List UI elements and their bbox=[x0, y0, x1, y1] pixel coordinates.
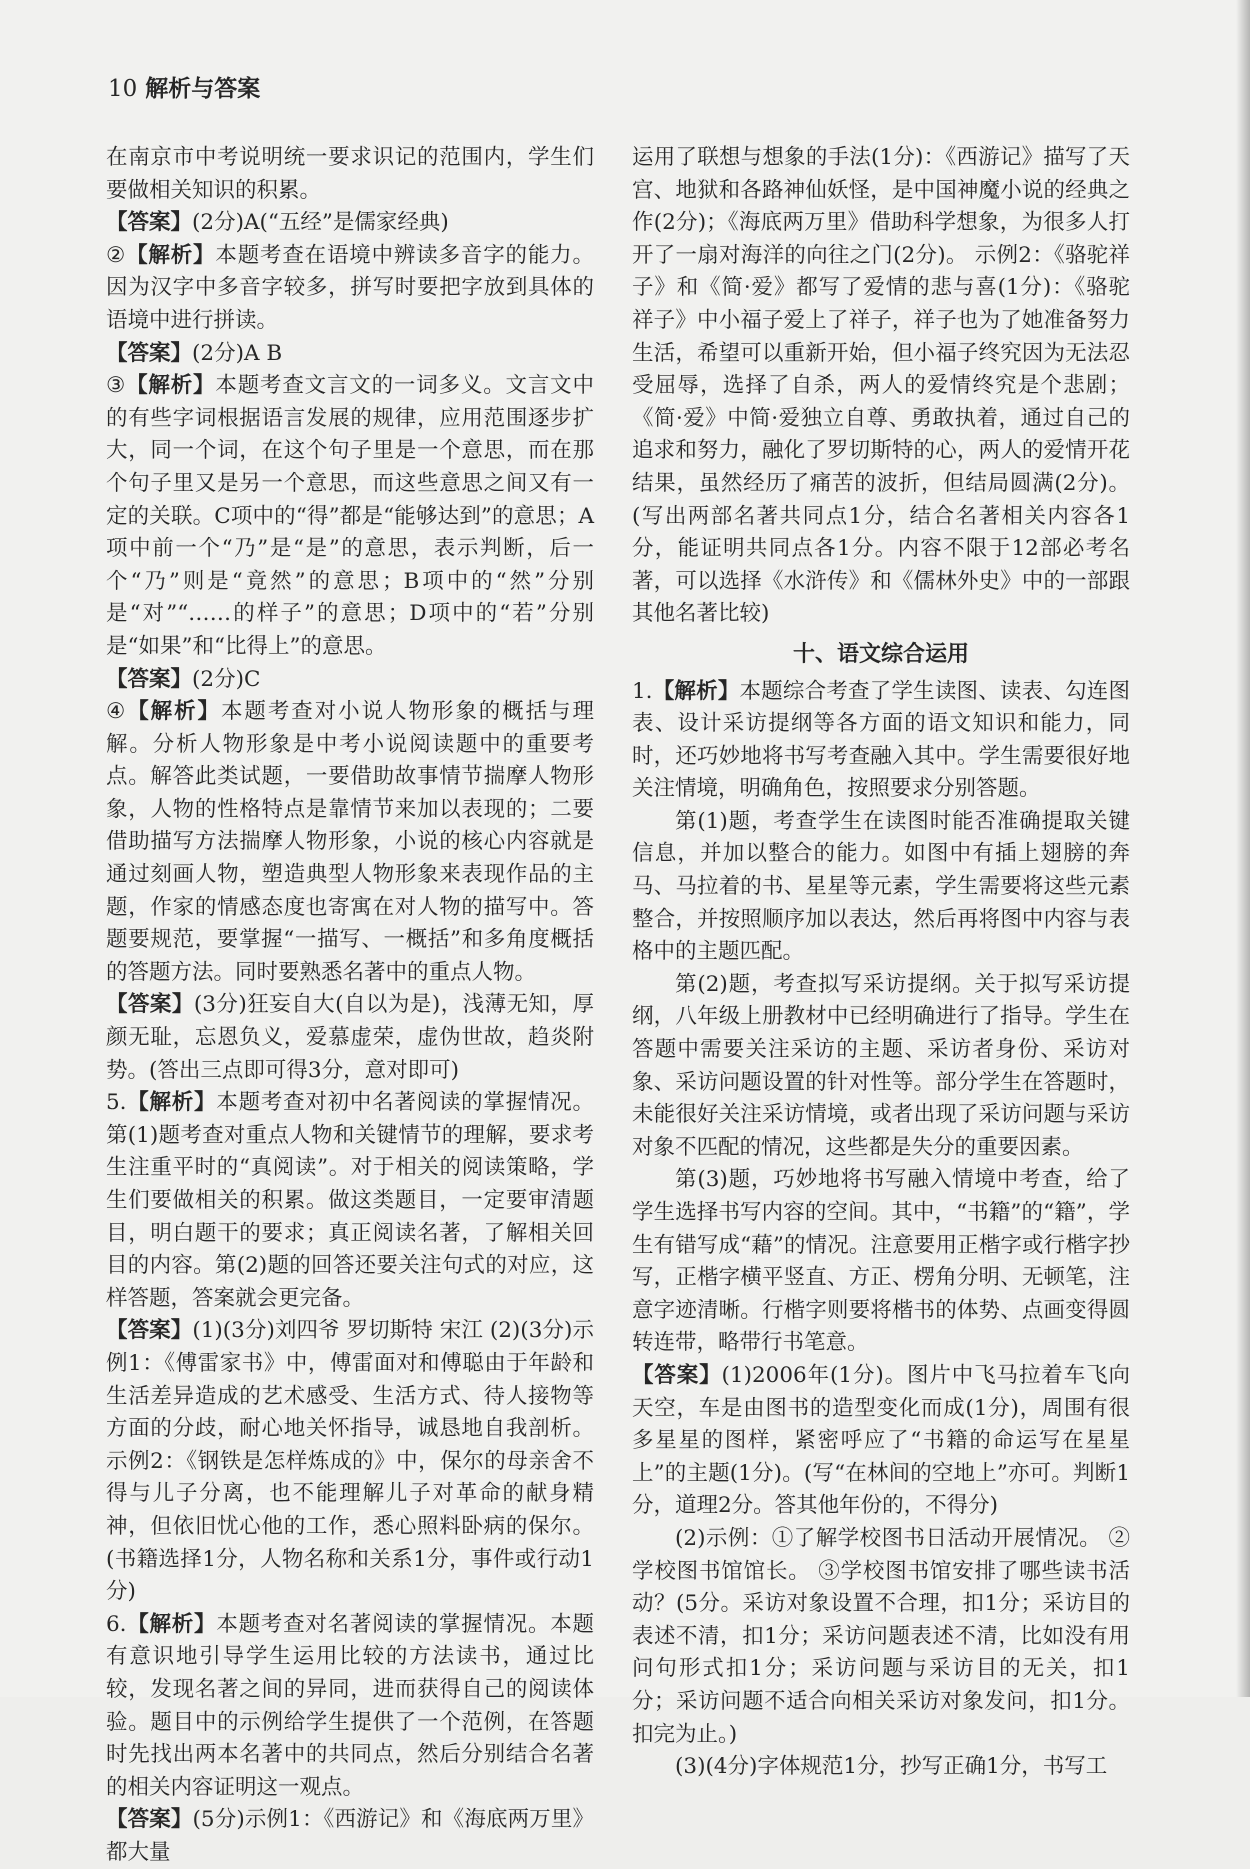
paragraph: 第(1)题，考查学生在读图时能否准确提取关键信息，并加以整合的能力。如图中有插上翅膀的奔马、马拉着的书、星星等元素，学生需要将这些元素整合，并按照顺序加以表达，然后再将图中内容与表格中的主题匹配。 bbox=[632, 808, 1130, 965]
answer-6-continued: 运用了联想与想象的手法(1分)：《西游记》描写了天宫、地狱和各路神仙妖怪，是中国神魔小说的经典之作(2分)；《海底两万里》借助科学想象，为很多人打开了一扇对海洋的向往之门(2分)。 示例2：《骆驼祥子》和《简·爱》都写了爱情的悲与喜(1分)：《骆驼祥子》中小福子爱上了祥子，祥子也为了她准备努力生活，希望可以重新开始，但小福子终究因为无法忍受屈辱，选择了自杀，两人的爱情终究是个悲剧；《简·爱》中简·爱独立自尊、勇敢执着，通过自己的追求和努力，融化了罗切斯特的心，两人的爱情开花结果，虽然经历了痛苦的波折，但结局圆满(2分)。(写出两部名著共同点1分，结合名著相关内容各1分，能证明共同点各1分。内容不限于12部必考名著，可以选择《水浒传》和《儒林外史》中的一部跟其他名著比较) bbox=[632, 145, 1130, 627]
answer-3 bbox=[106, 664, 594, 697]
question-number: ③ bbox=[106, 373, 127, 399]
section-title: 十、语文综合运用 bbox=[792, 641, 969, 667]
analysis-1 bbox=[632, 676, 1130, 806]
header-title: 解析与答案 bbox=[145, 76, 261, 102]
analysis-text: 本题考查文言文的一词多义。文言文中的有些字词根据语言发展的规律，应用范围逐步扩大，同一个词，在这个句子里是一个意思，而在那个句子里又是另一个意思，而这些意思之间又有一定的关联。C项中的“得”都是“能够达到”的意思；A项中前一个“乃”是“是”的意思，表示判断，后一个“乃”则是“竟然”的意思；B项中的“然”分别是“对”“……的样子”的意思；D项中的“若”分别是“如果”和“比得上”的意思。 bbox=[106, 373, 594, 659]
analysis-label: 【解析】 bbox=[126, 1090, 217, 1116]
answer-text: (3分)狂妄自大(自以为是)，浅薄无知，厚颜无耻，忘恩负义，爱慕虚荣，虚伪世故，趋炎附势。(答出三点即可得3分，意对即可) bbox=[106, 992, 594, 1083]
page-header bbox=[108, 70, 260, 103]
answer-text: (5分)示例1：《西游记》和《海底两万里》都大量 bbox=[106, 1807, 594, 1865]
analysis-label: 【解析】 bbox=[127, 699, 221, 725]
answer-label: 【答案】 bbox=[632, 1362, 722, 1388]
answer-2 bbox=[106, 338, 594, 371]
analysis-label: 【解析】 bbox=[126, 242, 216, 268]
analysis-text: 本题考查对名著阅读的掌握情况。本题有意识地引导学生运用比较的方法读书，通过比较，发现名著之间的异同，进而获得自己的阅读体验。题目中的示例给学生提供了一个范例，在答题时先找出两本名著中的共同点，然后分别结合名著的相关内容证明这一观点。 bbox=[106, 1611, 594, 1800]
question-number: 5. bbox=[106, 1090, 127, 1116]
answer-text: (2分)A B bbox=[192, 340, 283, 366]
analysis-text: 本题考查对小说人物形象的概括与理解。分析人物形象是中考小说阅读题中的重要考点。解答此类试题，一要借助故事情节揣摩人物形象，人物的性格特点是靠情节来加以表现的；二要借助描写方法揣摩人物形象，小说的核心内容就是通过刻画人物，塑造典型人物形象来表现作品的主题，作家的情感态度也寄寓在对人物的描写中。答题要规范，要掌握“一描写、一概括”和多角度概括的答题方法。同时要熟悉名著中的重点人物。 bbox=[106, 699, 594, 985]
answer-label: 【答案】 bbox=[106, 992, 194, 1018]
answer-label: 【答案】 bbox=[106, 1318, 193, 1344]
answer-1 bbox=[632, 1360, 1130, 1523]
analysis-3 bbox=[106, 370, 594, 663]
answer-1 bbox=[106, 207, 594, 240]
page-number: 10 bbox=[108, 76, 138, 102]
left-column bbox=[106, 142, 594, 1869]
paragraph: 第(2)题，考查拟写采访提纲。关于拟写采访提纲，八年级上册教材中已经明确进行了指导。学生在答题中需要关注采访的主题、采访者身份、采访对象、采访问题设置的针对性等。部分学生在答题时，未能很好关注采访情境，或者出现了采访问题与采访对象不匹配的情况，这些都是失分的重要因素。 bbox=[632, 971, 1130, 1160]
answer-label: 【答案】 bbox=[106, 340, 193, 366]
answer-text: (1)2006年(1分)。图片中飞马拉着车飞向天空，车是由图书的造型变化而成(1分)，周围有很多星星的图样，紧密呼应了“书籍的命运写在星星上”的主题(1分)。(写“在林间的空地上”亦可。判断1分，道理2分。答其他年份的，不得分) bbox=[632, 1362, 1130, 1519]
answer-text: (1)(3分)刘四爷 罗切斯特 宋江 (2)(3分)示例1：《傅雷家书》中，傅雷面对和傅聪由于年龄和生活差异造成的艺术感受、生活方式、待人接物等方面的分歧，耐心地关怀指导，诚恳地自我剖析。 示例2：《钢铁是怎样炼成的》中，保尔的母亲舍不得与儿子分离，也不能理解儿子对革命的献身精神，但依旧忧心他的工作，悉心照料卧病的保尔。(书籍选择1分，人物名称和关系1分，事件或行动1分) bbox=[106, 1318, 594, 1605]
question-number: 1. bbox=[632, 678, 653, 704]
question-number: 6. bbox=[106, 1611, 127, 1637]
analysis-label: 【解析】 bbox=[652, 678, 740, 704]
answer-text: (2分)C bbox=[192, 666, 261, 692]
analysis-text: 本题考查对初中名著阅读的掌握情况。第(1)题考查对重点人物和关键情节的理解，要求考生注重平时的“真阅读”。对于相关的阅读策略，学生们要做相关的积累。做这类题目，一定要审清题目，明白题干的要求；真正阅读名著，了解相关回目的内容。第(2)题的回答还要关注句式的对应，这样答题，答案就会更完备。 bbox=[106, 1090, 594, 1311]
analysis-text: 本题综合考查了学生读图、读表、勾连图表、设计采访提纲等各方面的语文知识和能力，同时，还巧妙地将书写考查融入其中。学生需要很好地关注情境，明确角色，按照要求分别答题。 bbox=[632, 678, 1130, 802]
answer-3: (3)(4分)字体规范1分，抄写正确1分，书写工 bbox=[675, 1754, 1108, 1780]
paragraph: 在南京市中考说明统一要求识记的范围内，学生们要做相关知识的积累。 bbox=[106, 145, 594, 203]
analysis-2 bbox=[106, 240, 594, 338]
answer-5 bbox=[106, 1315, 594, 1608]
question-number: ④ bbox=[106, 699, 128, 725]
right-column bbox=[632, 142, 1130, 1784]
answer-4 bbox=[106, 989, 594, 1087]
answer-label: 【答案】 bbox=[106, 666, 193, 692]
analysis-label: 【解析】 bbox=[126, 1611, 217, 1637]
answer-label: 【答案】 bbox=[106, 210, 193, 236]
answer-6 bbox=[106, 1804, 594, 1869]
answer-label: 【答案】 bbox=[106, 1807, 193, 1833]
analysis-label: 【解析】 bbox=[126, 373, 216, 399]
answer-2: (2)示例：①了解学校图书日活动开展情况。 ②学校图书馆馆长。 ③学校图书馆安排了哪些读书活动？(5分。采访对象设置不合理，扣1分；采访目的表述不清，扣1分；采访问题表述不清，比如没有用问句形式扣1分；采访问题与采访目的无关，扣1分；采访问题不适合向相关采访对象发问，扣1分。扣完为止。) bbox=[632, 1525, 1130, 1747]
page-edge-shadow bbox=[1236, 0, 1250, 1697]
answer-text: (2分)A(“五经”是儒家经典) bbox=[192, 210, 449, 236]
analysis-6 bbox=[106, 1609, 594, 1805]
analysis-text: 本题考查在语境中辨读多音字的能力。因为汉字中多音字较多，拼写时要把字放到具体的语境中进行拼读。 bbox=[106, 242, 594, 333]
question-number: ② bbox=[106, 242, 127, 268]
analysis-4 bbox=[106, 696, 594, 989]
analysis-5 bbox=[106, 1087, 594, 1315]
paragraph: 第(3)题，巧妙地将书写融入情境中考查，给了学生选择书写内容的空间。其中，“书籍”的“籍”，学生有错写成“藉”的情况。注意要用正楷字或行楷字抄写，正楷字横平竖直、方正、楞角分明、无顿笔，注意字迹清晰。行楷字则要将楷书的体势、点画变得圆转连带，略带行书笔意。 bbox=[632, 1167, 1130, 1356]
